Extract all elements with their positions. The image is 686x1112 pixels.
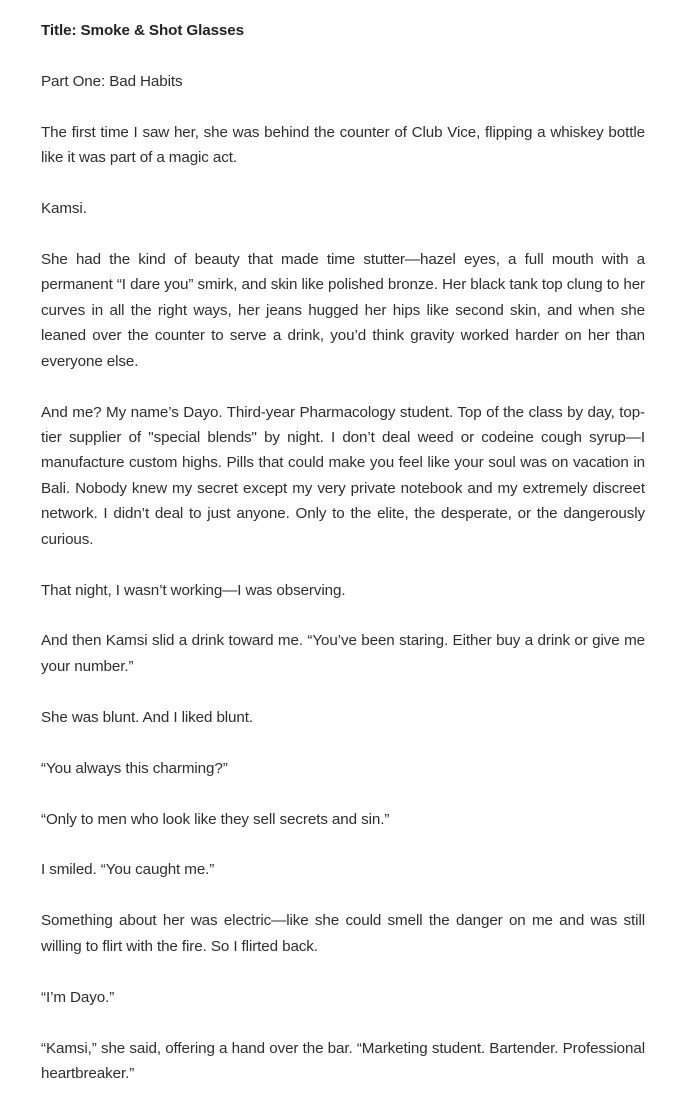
paragraph: “Kamsi,” she said, offering a hand over the bar. “Marketing student. Bartender. Professional heartbreaker.” [41,1039,645,1082]
paragraph: That night, I wasn’t working—I was observing. [41,581,346,599]
paragraph: And me? My name’s Dayo. Third-year Pharmacology student. Top of the class by day, top-tier supplier of "special blends" by night. I don’t deal weed or codeine cough syrup—I manufacture custom highs. Pills that could make you feel like your soul was on vacation in Bali. Nobody knew my secret except my very private notebook and my extremely discreet network. I didn’t deal to just anyone. Only to the elite, the desperate, or the dangerously curious. [41,403,645,548]
paragraph: Something about her was electric—like she could smell the danger on me and was still willing to flirt with the fire. So I flirted back. [41,912,645,955]
paragraph: And then Kamsi slid a drink toward me. “You’ve been staring. Either buy a drink or give me your number.” [41,632,645,675]
paragraph: The first time I saw her, she was behind the counter of Club Vice, flipping a whiskey bottle like it was part of a magic act. [41,123,645,167]
paragraph: She had the kind of beauty that made time stutter—hazel eyes, a full mouth with a permanent “I dare you” smirk, and skin like polished bronze. Her black tank top clung to her curves in all the right ways, her jeans hugged her hips like second skin, and when she leaned over the counter to serve a drink, you’d think gravity worked harder on her than everyone else. [41,251,645,370]
paragraph: Kamsi. [41,200,87,218]
story-title: Title: Smoke & Shot Glasses [41,22,244,39]
story-document [41,18,645,1112]
paragraph: “I’m Dayo.” [41,988,115,1006]
paragraph: “Only to men who look like they sell secrets and sin.” [41,810,390,828]
paragraph: “You always this charming?” [41,759,228,777]
paragraph: I smiled. “You caught me.” [41,861,215,879]
paragraph: She was blunt. And I liked blunt. [41,708,253,726]
part-heading: Part One: Bad Habits [41,72,183,90]
